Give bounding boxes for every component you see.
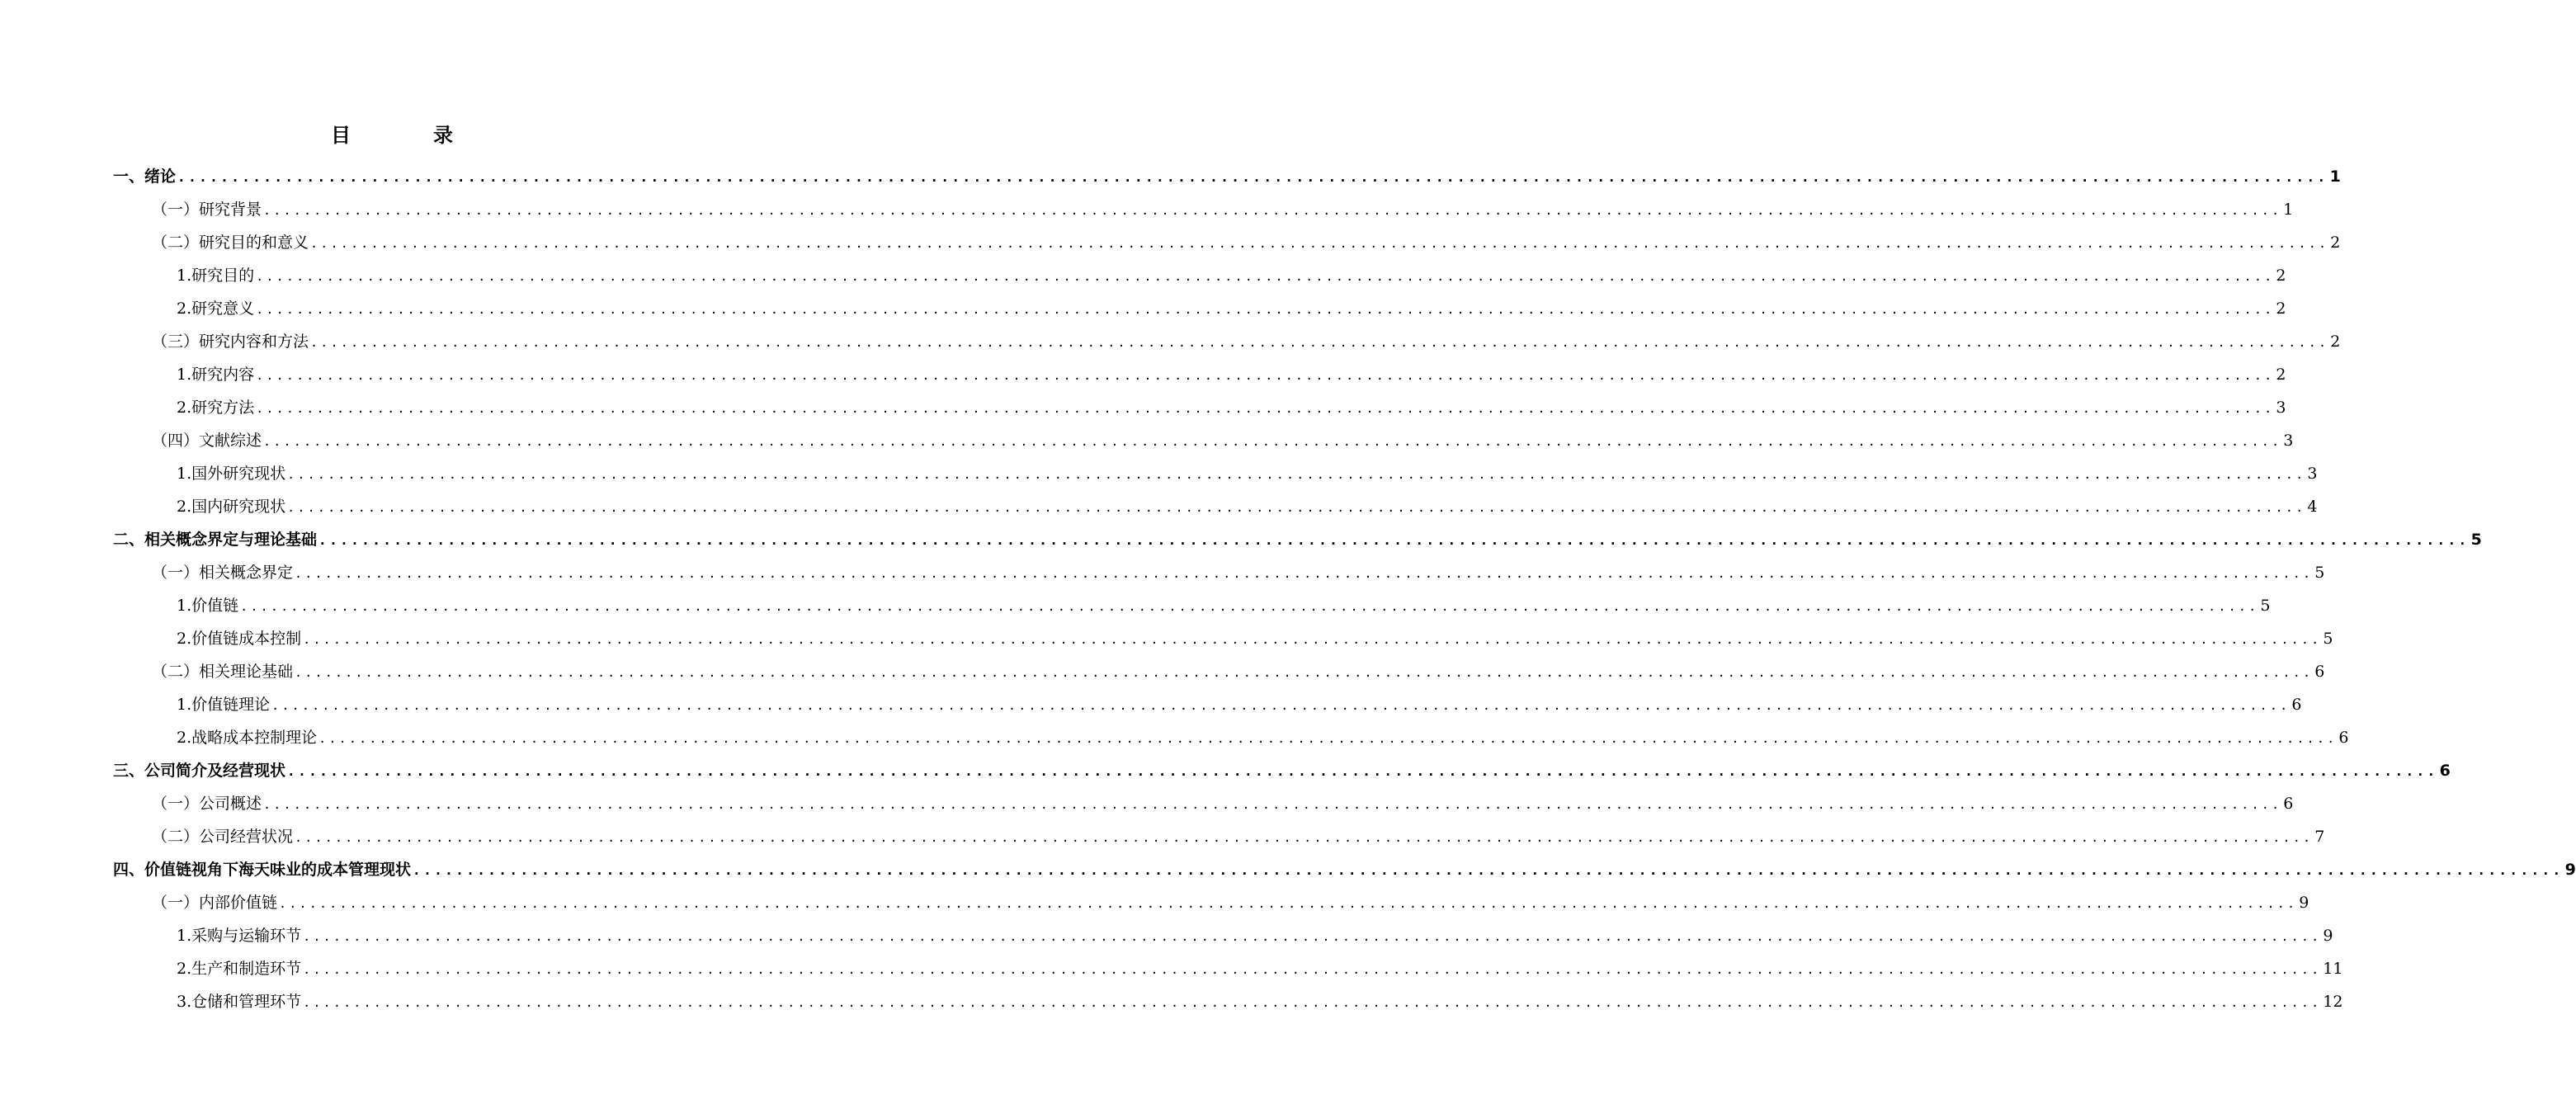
dot-leader: ........................................................................................................................................................................................................ xyxy=(310,335,2329,350)
toc-entry-number: 2. xyxy=(177,498,192,516)
toc-entry-page-number: 6 xyxy=(2283,795,2294,813)
toc-entry-page-number: 6 xyxy=(2439,762,2451,780)
toc-entry-page-number: 2 xyxy=(2276,267,2286,285)
dot-leader: ........................................................................................................................................................................................................ xyxy=(413,862,2564,878)
toc-entry-label: 相关概念界定 xyxy=(199,564,294,582)
toc-entry[interactable] xyxy=(0,556,2325,589)
dot-leader: ........................................................................................................................................................................................................ xyxy=(177,169,2328,185)
toc-entry-label: 研究意义 xyxy=(191,300,255,318)
toc-entry-number: 四、 xyxy=(113,861,145,879)
toc-entry-number: （二） xyxy=(152,828,200,846)
toc-entry-page-number: 1 xyxy=(2329,168,2341,186)
toc-entry-label: 研究背景 xyxy=(199,201,262,219)
toc-entry[interactable] xyxy=(0,787,2294,820)
dot-leader: ........................................................................................................................................................................................................ xyxy=(256,401,2275,416)
toc-entry-number: 2. xyxy=(177,729,192,747)
toc-entry[interactable] xyxy=(0,985,2343,1018)
toc-entry-number: 1. xyxy=(177,267,192,285)
dot-leader: ........................................................................................................................................................................................................ xyxy=(271,698,2291,713)
toc-entry[interactable] xyxy=(0,754,2451,787)
toc-entry[interactable] xyxy=(0,853,2576,886)
toc-entry[interactable] xyxy=(0,886,2309,919)
toc-entry-page-number: 7 xyxy=(2314,828,2325,846)
toc-entry-label: 生产和制造环节 xyxy=(191,960,302,978)
toc-entry-page-number: 9 xyxy=(2564,861,2576,879)
toc-entry-number: （二） xyxy=(152,234,200,252)
toc-title xyxy=(0,119,784,148)
toc-entry-page-number: 2 xyxy=(2276,300,2286,318)
toc-title-char-2: 录 xyxy=(433,124,453,147)
dot-leader: ........................................................................................................................................................................................................ xyxy=(318,532,2470,548)
toc-entry[interactable] xyxy=(0,919,2333,952)
toc-entry-label: 国外研究现状 xyxy=(191,465,286,483)
toc-entry-label: 绪论 xyxy=(144,168,177,186)
toc-entry-number: 2. xyxy=(177,960,192,978)
toc-entry[interactable] xyxy=(0,325,2341,358)
toc-entry[interactable] xyxy=(0,622,2333,655)
toc-entry-page-number: 9 xyxy=(2323,927,2333,945)
toc-entry-number: （一） xyxy=(152,894,200,912)
toc-entry[interactable] xyxy=(0,193,2294,226)
toc-entry-number: 1. xyxy=(177,597,192,615)
dot-leader: ........................................................................................................................................................................................................ xyxy=(287,467,2306,482)
toc-entry-number: （一） xyxy=(152,201,200,219)
toc-entry-page-number: 2 xyxy=(2330,234,2341,252)
toc-entry-label: 战略成本控制理论 xyxy=(191,729,318,747)
dot-leader: ........................................................................................................................................................................................................ xyxy=(303,962,2322,977)
dot-leader: ........................................................................................................................................................................................................ xyxy=(295,665,2314,680)
toc-entry[interactable] xyxy=(0,721,2349,754)
toc-entry-page-number: 12 xyxy=(2323,993,2343,1011)
dot-leader: ........................................................................................................................................................................................................ xyxy=(263,434,2282,449)
toc-entry-label: 内部价值链 xyxy=(199,894,278,912)
toc-entry[interactable] xyxy=(0,820,2325,853)
toc-entry[interactable] xyxy=(0,655,2325,688)
dot-leader: ........................................................................................................................................................................................................ xyxy=(263,203,2282,218)
dot-leader: ........................................................................................................................................................................................................ xyxy=(256,302,2275,317)
toc-entry-page-number: 6 xyxy=(2291,696,2302,714)
toc-entry[interactable] xyxy=(0,424,2294,457)
toc-entry[interactable] xyxy=(0,259,2286,292)
toc-entry[interactable] xyxy=(0,358,2286,391)
toc-entry-number: 1. xyxy=(177,366,192,384)
toc-entry-number: 二、 xyxy=(113,531,145,549)
toc-entry-label: 价值链成本控制 xyxy=(191,630,302,648)
dot-leader: ........................................................................................................................................................................................................ xyxy=(295,566,2314,581)
toc-entry[interactable] xyxy=(0,457,2318,490)
toc-entry-page-number: 6 xyxy=(2338,729,2349,747)
toc-entry-number: 1. xyxy=(177,696,192,714)
toc-entry[interactable] xyxy=(0,490,2318,523)
toc-entry-number: 1. xyxy=(177,927,192,945)
dot-leader: ........................................................................................................................................................................................................ xyxy=(303,929,2322,944)
dot-leader: ........................................................................................................................................................................................................ xyxy=(303,995,2322,1010)
toc-entry-page-number: 6 xyxy=(2314,663,2325,681)
toc-entry-label: 研究内容 xyxy=(191,366,255,384)
dot-leader: ........................................................................................................................................................................................................ xyxy=(240,599,2259,614)
toc-entry-label: 研究目的和意义 xyxy=(199,234,309,252)
toc-entry[interactable] xyxy=(0,688,2302,721)
toc-entry-page-number: 3 xyxy=(2307,465,2318,483)
toc-entry-label: 研究方法 xyxy=(191,399,255,417)
dot-leader: ........................................................................................................................................................................................................ xyxy=(318,731,2338,746)
toc-entry-number: 2. xyxy=(177,300,192,318)
toc-entry-number: （三） xyxy=(152,333,200,351)
table-of-contents xyxy=(0,160,2576,1018)
toc-entry-number: 一、 xyxy=(113,168,145,186)
dot-leader: ........................................................................................................................................................................................................ xyxy=(295,830,2314,845)
dot-leader: ........................................................................................................................................................................................................ xyxy=(256,269,2275,284)
toc-entry-label: 公司经营状况 xyxy=(199,828,294,846)
toc-entry-page-number: 1 xyxy=(2283,201,2294,219)
toc-entry-page-number: 2 xyxy=(2330,333,2341,351)
dot-leader: ........................................................................................................................................................................................................ xyxy=(279,896,2298,911)
toc-entry-number: 2. xyxy=(177,399,192,417)
toc-entry-page-number: 3 xyxy=(2276,399,2286,417)
dot-leader: ........................................................................................................................................................................................................ xyxy=(310,236,2329,251)
toc-entry[interactable] xyxy=(0,391,2286,424)
toc-entry-page-number: 9 xyxy=(2299,894,2309,912)
dot-leader: ........................................................................................................................................................................................................ xyxy=(263,797,2282,812)
toc-entry-label: 文献综述 xyxy=(199,432,262,450)
toc-entry-number: 三、 xyxy=(113,762,145,780)
toc-entry-label: 研究目的 xyxy=(191,267,255,285)
toc-entry-label: 相关概念界定与理论基础 xyxy=(144,531,318,549)
toc-entry-label: 公司简介及经营现状 xyxy=(144,762,286,780)
toc-entry[interactable] xyxy=(0,589,2271,622)
toc-entry-label: 采购与运输环节 xyxy=(191,927,302,945)
toc-entry-label: 价值链理论 xyxy=(191,696,271,714)
toc-entry[interactable] xyxy=(0,160,2341,193)
dot-leader: ........................................................................................................................................................................................................ xyxy=(287,763,2438,779)
toc-entry-page-number: 5 xyxy=(2314,564,2325,582)
toc-entry-label: 价值链 xyxy=(191,597,239,615)
toc-entry[interactable] xyxy=(0,952,2343,985)
toc-entry-label: 研究内容和方法 xyxy=(199,333,309,351)
toc-entry-page-number: 11 xyxy=(2323,960,2343,978)
toc-entry-label: 国内研究现状 xyxy=(191,498,286,516)
toc-entry-number: 2. xyxy=(177,630,192,648)
dot-leader: ........................................................................................................................................................................................................ xyxy=(303,632,2322,647)
toc-entry-page-number: 2 xyxy=(2276,366,2286,384)
toc-entry-number: （一） xyxy=(152,564,200,582)
toc-entry-label: 价值链视角下海天味业的成本管理现状 xyxy=(144,861,412,879)
toc-entry-number: （二） xyxy=(152,663,200,681)
dot-leader: ........................................................................................................................................................................................................ xyxy=(256,368,2275,383)
toc-entry-number: （一） xyxy=(152,795,200,813)
toc-entry-page-number: 5 xyxy=(2470,531,2482,549)
toc-entry[interactable] xyxy=(0,226,2341,259)
toc-entry-page-number: 5 xyxy=(2323,630,2333,648)
dot-leader: ........................................................................................................................................................................................................ xyxy=(287,500,2306,515)
toc-entry-page-number: 4 xyxy=(2307,498,2318,516)
toc-entry-label: 公司概述 xyxy=(199,795,262,813)
toc-entry[interactable] xyxy=(0,523,2482,556)
toc-entry-page-number: 3 xyxy=(2283,432,2294,450)
toc-title-char-1: 目 xyxy=(331,124,351,147)
toc-entry[interactable] xyxy=(0,292,2286,325)
toc-entry-page-number: 5 xyxy=(2260,597,2271,615)
toc-entry-label: 相关理论基础 xyxy=(199,663,294,681)
toc-entry-number: （四） xyxy=(152,432,200,450)
toc-entry-number: 3. xyxy=(177,993,192,1011)
toc-entry-label: 仓储和管理环节 xyxy=(191,993,302,1011)
toc-entry-number: 1. xyxy=(177,465,192,483)
